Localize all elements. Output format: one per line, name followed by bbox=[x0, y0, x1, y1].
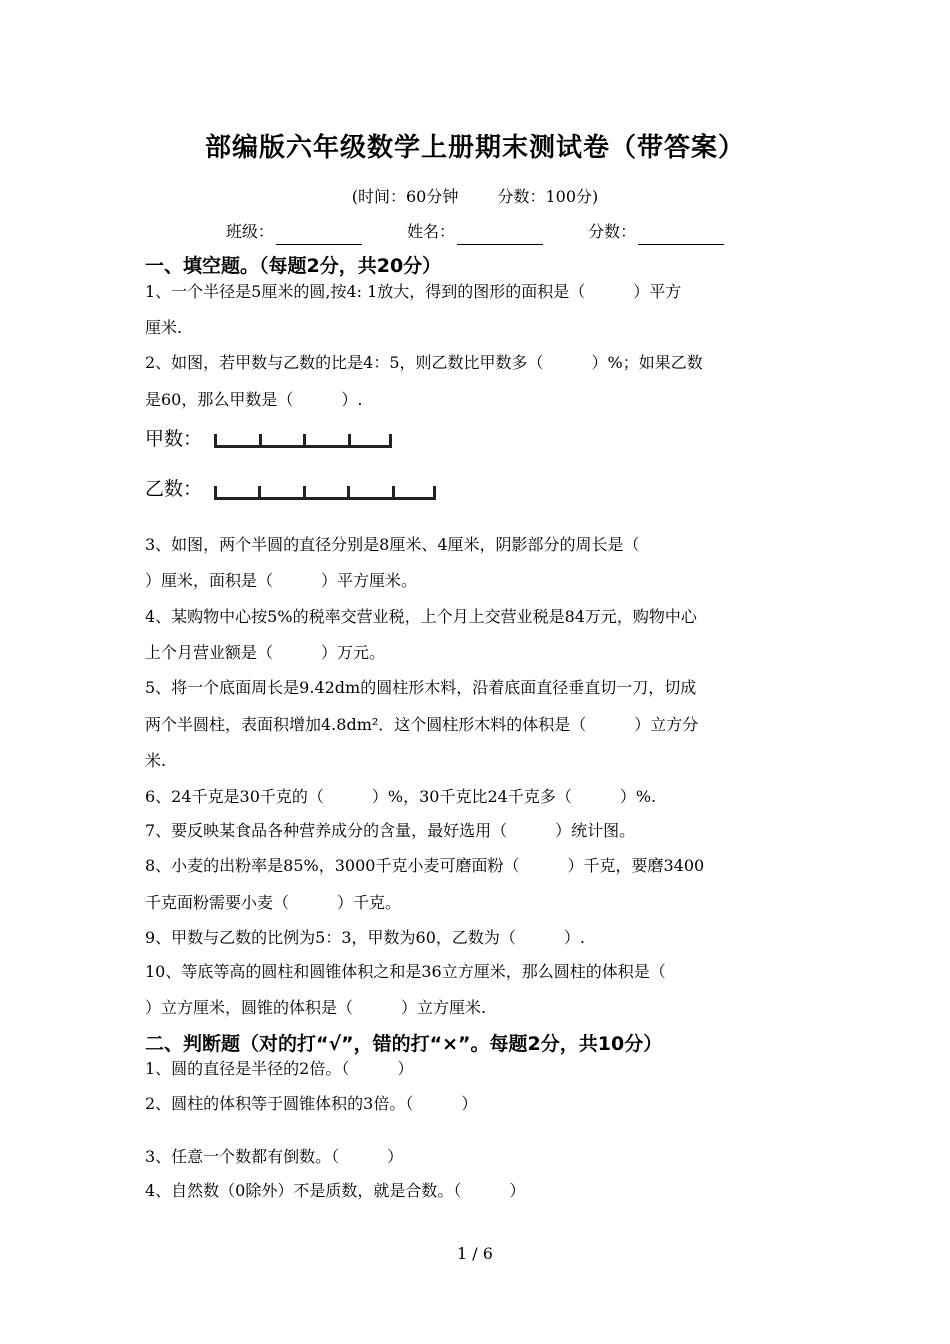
jia-bar bbox=[214, 432, 392, 448]
name-field bbox=[407, 219, 543, 245]
exam-meta bbox=[0, 184, 950, 210]
question-line: ）立方厘米，圆锥的体积是（ ）立方厘米. bbox=[145, 998, 487, 1017]
time-limit: (时间：60分钟 bbox=[351, 187, 459, 206]
question-line: 7、要反映某食品各种营养成分的含量，最好选用（ ）统计图。 bbox=[145, 821, 636, 840]
segment-tick bbox=[348, 434, 351, 448]
segment-tick bbox=[389, 434, 392, 448]
question-line: 1、一个半径是5厘米的圆,按4: 1放大，得到的图形的面积是（ ）平方 bbox=[145, 282, 682, 301]
question-line: 2、圆柱的体积等于圆锥体积的3倍。（ ） bbox=[145, 1094, 478, 1113]
segment-tick bbox=[433, 486, 436, 500]
name-label: 姓名： bbox=[406, 222, 455, 241]
segment-tick bbox=[303, 486, 306, 500]
class-blank[interactable] bbox=[276, 226, 362, 245]
question-line: 米. bbox=[145, 751, 167, 770]
question-line: 8、小麦的出粉率是85%，3000千克小麦可磨面粉（ ）千克，要磨3400 bbox=[145, 856, 705, 875]
segment-tick bbox=[214, 434, 217, 448]
question-line: 千克面粉需要小麦（ ）千克。 bbox=[145, 893, 402, 912]
question-line: 2、如图，若甲数与乙数的比是4：5，则乙数比甲数多（ ）%；如果乙数 bbox=[145, 353, 703, 372]
question-line: 4、某购物中心按5%的税率交营业税，上个月上交营业税是84万元，购物中心 bbox=[145, 607, 697, 626]
section-1-heading: 一、填空题。（每题2分，共20分） bbox=[145, 255, 442, 277]
page-title: 部编版六年级数学上册期末测试卷（带答案） bbox=[204, 133, 745, 163]
segment-tick bbox=[258, 486, 261, 500]
question-line: 10、等底等高的圆柱和圆锥体积之和是36立方厘米，那么圆柱的体积是（ bbox=[145, 962, 666, 981]
section-2-heading: 二、判断题（对的打“√”，错的打“×”。每题2分，共10分） bbox=[145, 1033, 663, 1055]
question-line: 两个半圆柱，表面积增加4.8dm²．这个圆柱形木料的体积是（ ）立方分 bbox=[145, 715, 699, 734]
class-field bbox=[226, 219, 362, 245]
question-line: 5、将一个底面周长是9.42dm的圆柱形木料，沿着底面直径垂直切一刀，切成 bbox=[145, 678, 697, 697]
segment-tick bbox=[303, 434, 306, 448]
segment-tick bbox=[214, 486, 217, 500]
segment-tick bbox=[392, 486, 395, 500]
question-line: 3、如图，两个半圆的直径分别是8厘米、4厘米，阴影部分的周长是（ bbox=[145, 535, 640, 554]
yi-bar-line bbox=[214, 497, 436, 500]
total-score: 分数：100分) bbox=[497, 187, 599, 206]
segment-tick bbox=[347, 486, 350, 500]
jia-label: 甲数： bbox=[145, 428, 203, 450]
question-line: 厘米. bbox=[145, 318, 183, 337]
yi-label: 乙数： bbox=[145, 478, 203, 500]
student-info bbox=[0, 219, 950, 245]
page-number: 1 / 6 bbox=[457, 1244, 493, 1263]
question-line: 3、任意一个数都有倒数。（ ） bbox=[145, 1147, 404, 1166]
question-line: 1、圆的直径是半径的2倍。（ ） bbox=[145, 1059, 414, 1078]
question-line: 9、甲数与乙数的比例为5：3，甲数为60，乙数为（ ）. bbox=[145, 928, 585, 947]
question-line: 6、24千克是30千克的（ ）%，30千克比24千克多（ ）%. bbox=[145, 787, 657, 806]
score-field bbox=[588, 219, 724, 245]
question-line: 4、自然数（0除外）不是质数，就是合数。（ ） bbox=[145, 1181, 526, 1200]
question-line: 上个月营业额是（ ）万元。 bbox=[145, 643, 386, 662]
question-line: ）厘米，面积是（ ）平方厘米。 bbox=[145, 571, 418, 590]
question-line: 是60，那么甲数是（ ）. bbox=[145, 390, 363, 409]
name-blank[interactable] bbox=[457, 226, 543, 245]
score-blank[interactable] bbox=[638, 226, 724, 245]
yi-bar bbox=[214, 484, 436, 500]
class-label: 班级： bbox=[225, 222, 274, 241]
segment-tick bbox=[259, 434, 262, 448]
score-label: 分数： bbox=[588, 222, 637, 241]
